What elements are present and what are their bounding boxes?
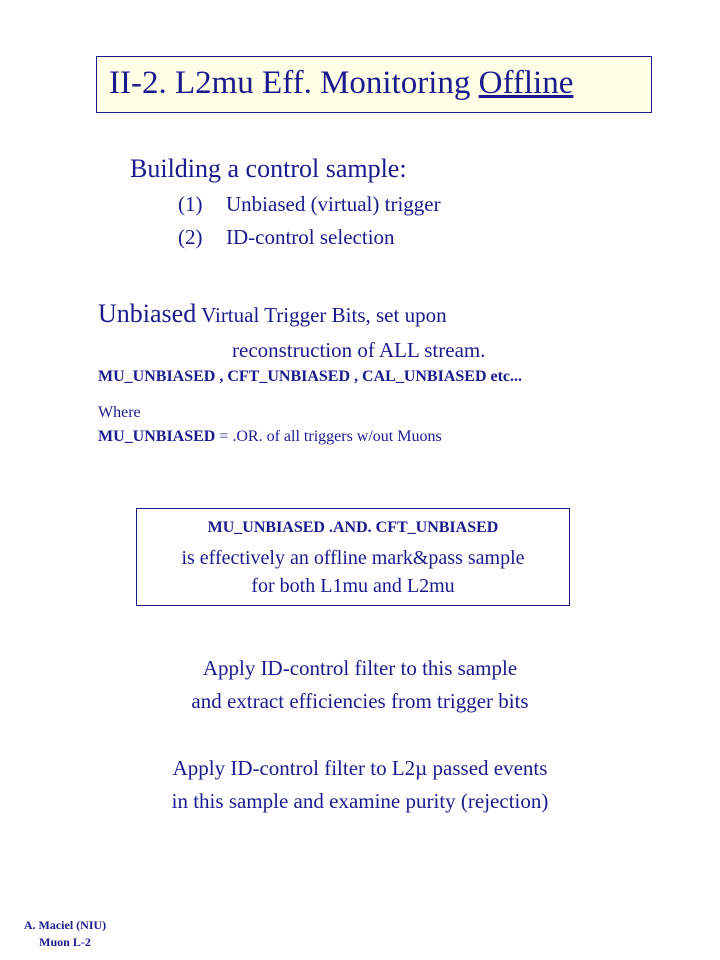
control-item-1-text: Unbiased (virtual) trigger bbox=[226, 192, 441, 216]
footer-author: A. Maciel (NIU) bbox=[23, 918, 107, 932]
where-label: Where bbox=[98, 404, 141, 421]
unbiased-rest: Virtual Trigger Bits, set upon bbox=[196, 303, 447, 327]
unbiased-word: Unbiased bbox=[98, 299, 197, 328]
mu-unbiased-term: MU_UNBIASED bbox=[98, 428, 216, 445]
title-offline: Offline bbox=[478, 65, 574, 101]
title-box bbox=[96, 56, 652, 113]
control-item-2-text: ID-control selection bbox=[226, 225, 395, 249]
mark-box-line2: is effectively an offline mark&pass sample bbox=[181, 547, 525, 569]
apply1-line1: Apply ID-control filter to this sample bbox=[202, 656, 518, 680]
apply2-line2: in this sample and examine purity (rejection) bbox=[171, 789, 549, 813]
apply1-line2: and extract efficiencies from trigger bits bbox=[191, 689, 529, 713]
control-item-1 bbox=[178, 192, 441, 217]
mu-unbiased-definition bbox=[98, 428, 442, 446]
apply2-line1: Apply ID-control filter to L2µ passed events bbox=[172, 756, 548, 780]
unbiased-bits: MU_UNBIASED , CFT_UNBIASED , CAL_UNBIASED etc... bbox=[98, 368, 523, 385]
title-main: II-2. L2mu Eff. Monitoring bbox=[109, 65, 479, 101]
control-item-1-num: (1) bbox=[178, 192, 203, 216]
slide-title bbox=[109, 65, 573, 102]
control-item-2 bbox=[178, 225, 395, 250]
mark-pass-box bbox=[136, 508, 570, 606]
footer-subtitle: Muon L-2 bbox=[39, 935, 91, 949]
mu-unbiased-def: = .OR. of all triggers w/out Muons bbox=[215, 428, 442, 445]
control-heading: Building a control sample: bbox=[130, 154, 407, 183]
mark-box-line1: MU_UNBIASED .AND. CFT_UNBIASED bbox=[207, 519, 499, 536]
unbiased-line1 bbox=[98, 299, 447, 329]
mark-box-line3: for both L1mu and L2mu bbox=[251, 575, 455, 597]
unbiased-line2: reconstruction of ALL stream. bbox=[232, 338, 486, 362]
control-item-2-num: (2) bbox=[178, 225, 203, 249]
